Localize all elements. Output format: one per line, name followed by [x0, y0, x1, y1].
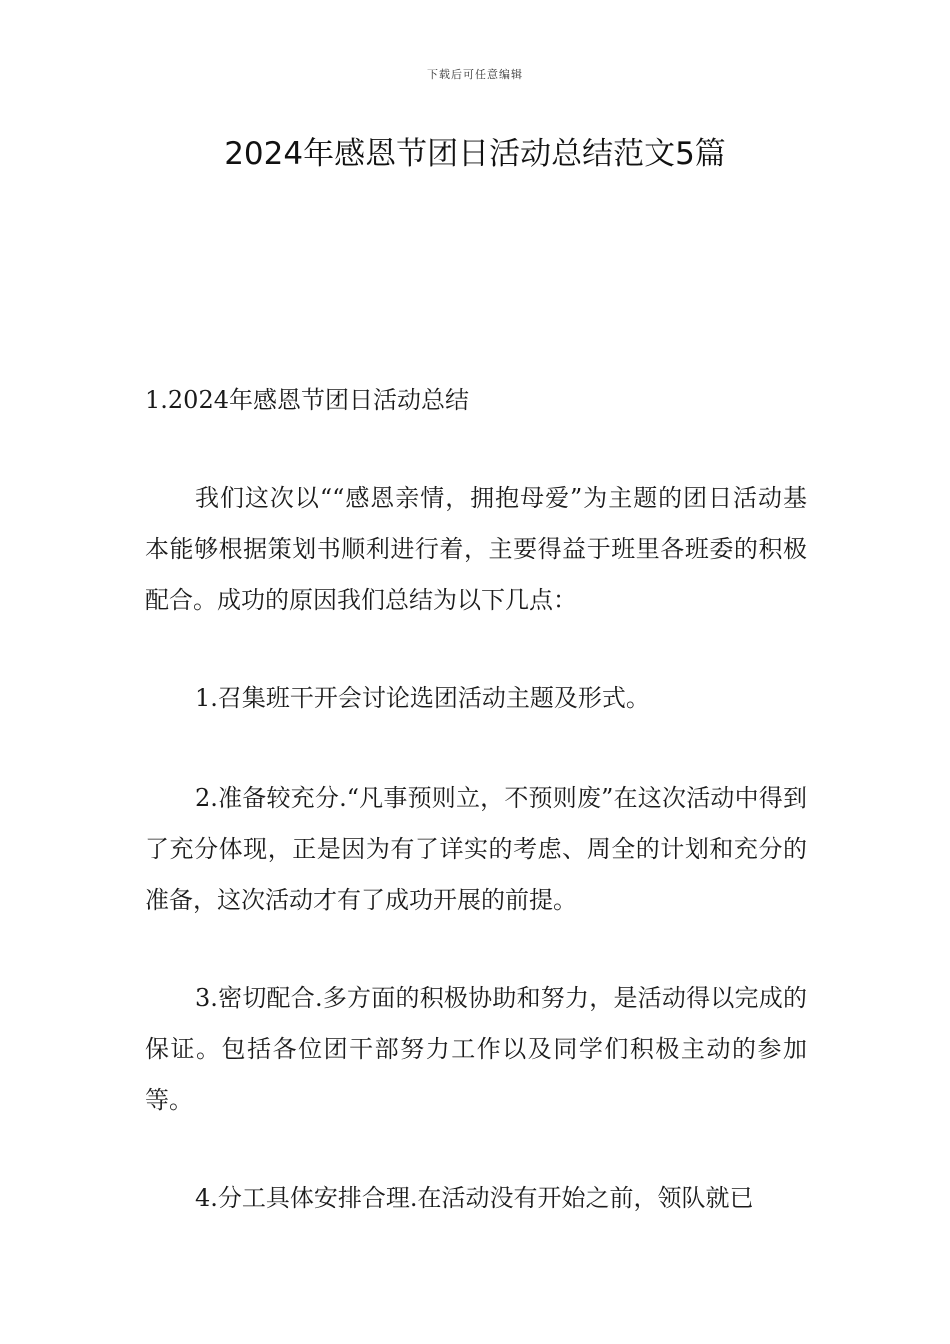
header-note: 下载后可任意编辑 [427, 68, 523, 81]
paragraph-point-1: 1.召集班干开会讨论选团活动主题及形式。 [195, 684, 650, 712]
document-title: 2024年感恩节团日活动总结范文5篇 [224, 136, 726, 172]
paragraph-point-4: 4.分工具体安排合理.在活动没有开始之前，领队就已 [195, 1184, 754, 1212]
paragraph-intro: 我们这次以““感恩亲情，拥抱母爱”为主题的团日活动基本能够根据策划书顺利进行着，主要得益于班里各班委的积极配合。成功的原因我们总结为以下几点： [145, 484, 807, 614]
paragraph-point-3: 3.密切配合.多方面的积极协助和努力，是活动得以完成的保证。包括各位团干部努力工作以及同学们积极主动的参加等。 [145, 984, 807, 1114]
section-heading: 1.2024年感恩节团日活动总结 [145, 386, 469, 414]
paragraph-point-2: 2.准备较充分.“凡事预则立，不预则废”在这次活动中得到了充分体现，正是因为有了详实的考虑、周全的计划和充分的准备，这次活动才有了成功开展的前提。 [145, 784, 807, 914]
